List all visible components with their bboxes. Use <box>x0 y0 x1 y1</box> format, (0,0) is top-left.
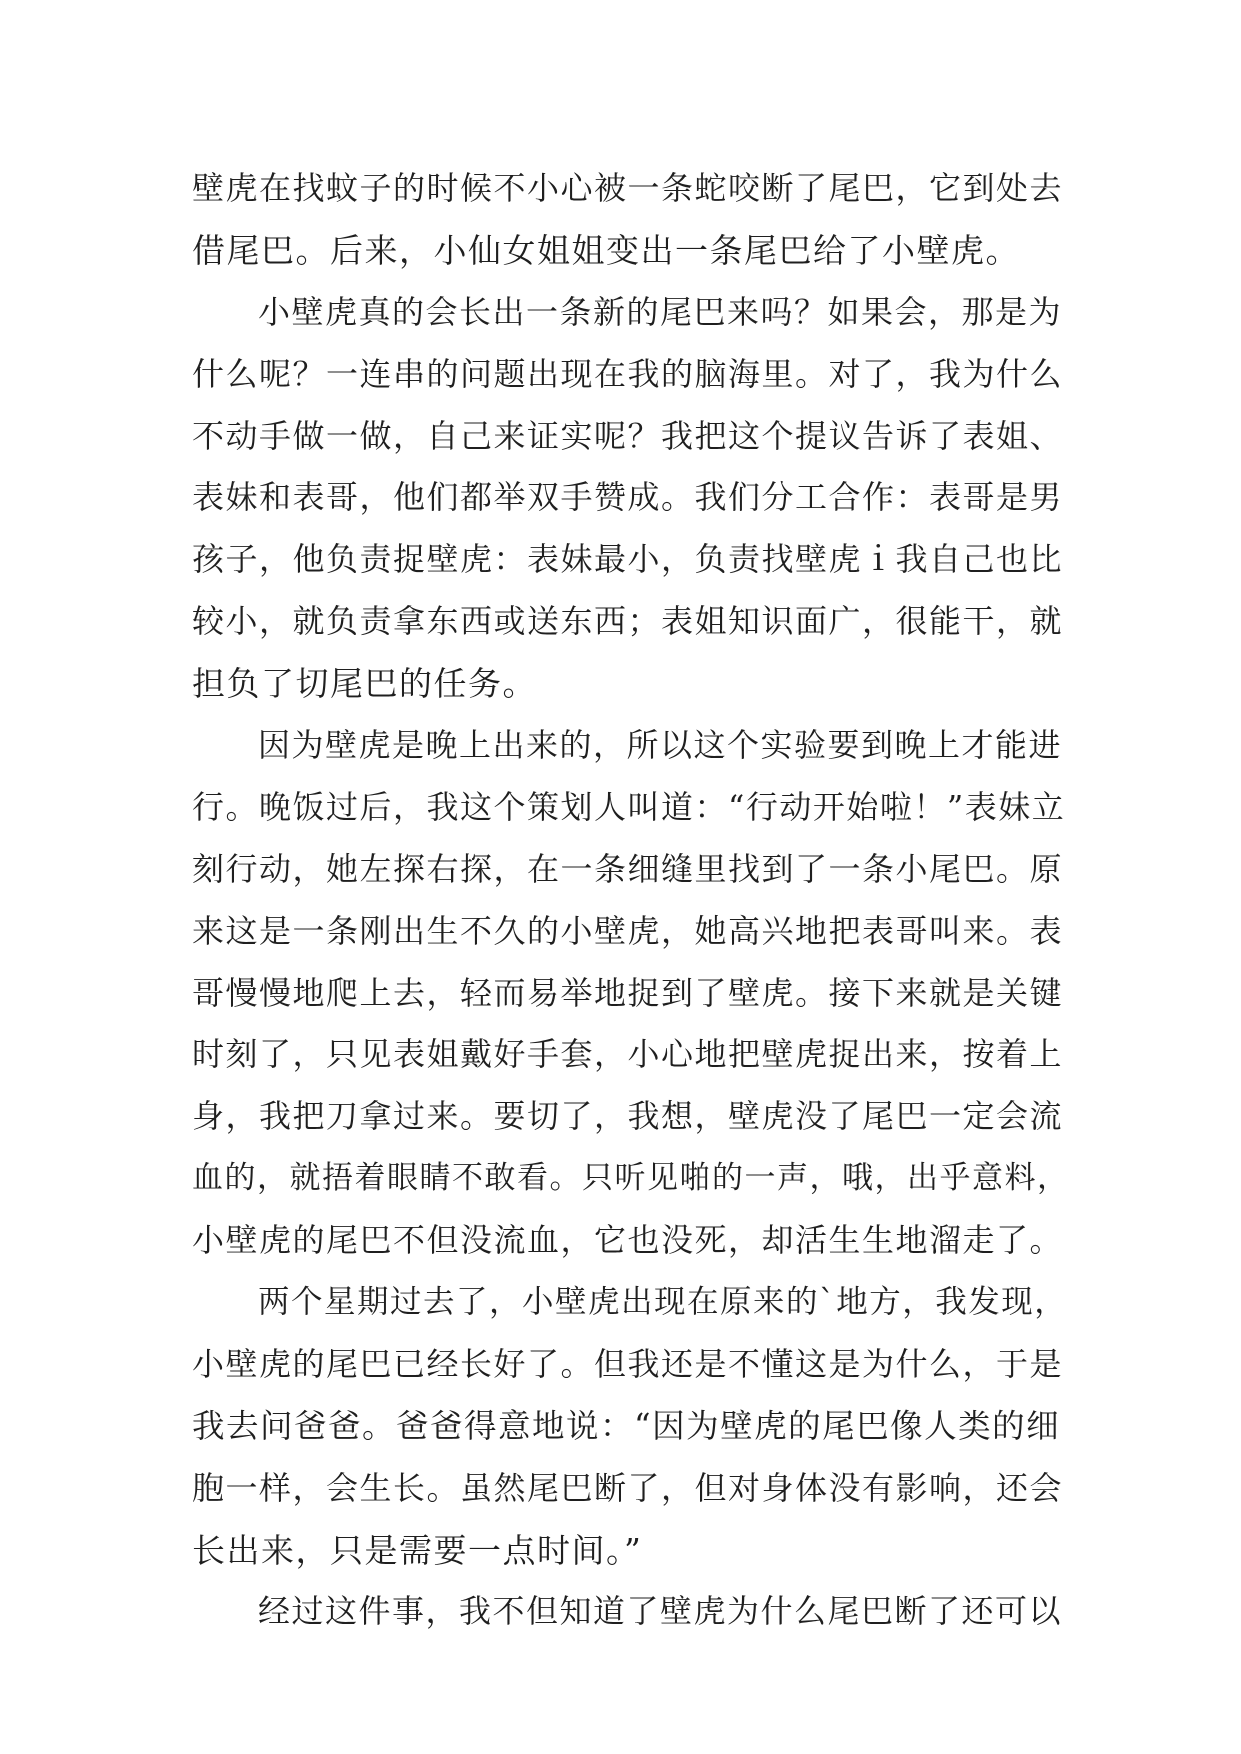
text-line: 胞一样，会生长。虽然尾巴断了，但对身体没有影响，还会 <box>192 1468 1064 1507</box>
text-line: 时刻了，只见表姐戴好手套，小心地把壁虎捉出来，按着上 <box>192 1035 1064 1074</box>
paragraph-first-line: 两个星期过去了，小壁虎出现在原来的`地方，我发现， <box>258 1284 1068 1321</box>
text-line: 不动手做一做，自己来证实呢？我把这个提议告诉了表姐、 <box>192 416 1064 455</box>
text-line: 壁虎在找蚊子的时候不小心被一条蛇咬断了尾巴，它到处去 <box>192 169 1064 207</box>
text-line: 什么呢？一连串的问题出现在我的脑海里。对了，我为什么 <box>192 354 1064 393</box>
paragraph-first-line: 小壁虎真的会长出一条新的尾巴来吗？如果会，那是为 <box>258 292 1063 331</box>
body-text <box>192 158 1072 1643</box>
text-line: 担负了切尾巴的任务。 <box>192 664 537 704</box>
paragraph-first-line: 因为壁虎是晚上出来的，所以这个实验要到晚上才能进 <box>258 726 1063 765</box>
text-line: 刻行动，她左探右探，在一条细缝里找到了一条小尾巴。原 <box>192 849 1064 888</box>
text-line: 孩子，他负责捉壁虎：表妹最小，负责找壁虎ｉ我自己也比 <box>192 540 1064 579</box>
text-line: 表妹和表哥，他们都举双手赞成。我们分工合作：表哥是男 <box>192 478 1064 517</box>
text-line: 小壁虎的尾巴不但没流血，它也没死，却活生生地溜走了。 <box>192 1221 1064 1260</box>
text-line: 哥慢慢地爬上去，轻而易举地捉到了壁虎。接下来就是关键 <box>192 973 1064 1012</box>
text-line: 血的，就捂着眼睛不敢看。只听见啪的一声，哦，出乎意料， <box>192 1160 1070 1197</box>
text-line: 较小，就负责拿东西或送东西；表姐知识面广，很能干，就 <box>192 602 1064 641</box>
text-line: 小壁虎的尾巴已经长好了。但我还是不懂这是为什么，于是 <box>192 1344 1064 1383</box>
text-line: 我去问爸爸。爸爸得意地说：“因为壁虎的尾巴像人类的细 <box>192 1406 1061 1445</box>
text-line: 身，我把刀拿过来。要切了，我想，壁虎没了尾巴一定会流 <box>192 1097 1064 1136</box>
text-line: 来这是一条刚出生不久的小壁虎，她高兴地把表哥叫来。表 <box>192 911 1064 950</box>
text-line: 长出来，只是需要一点时间。” <box>192 1530 643 1570</box>
text-line: 借尾巴。后来，小仙女姐姐变出一条尾巴给了小壁虎。 <box>192 230 1020 270</box>
paragraph-first-line: 经过这件事，我不但知道了壁虎为什么尾巴断了还可以 <box>258 1592 1063 1631</box>
text-line: 行。晚饭过后，我这个策划人叫道：“行动开始啦！”表妹立 <box>192 787 1066 826</box>
